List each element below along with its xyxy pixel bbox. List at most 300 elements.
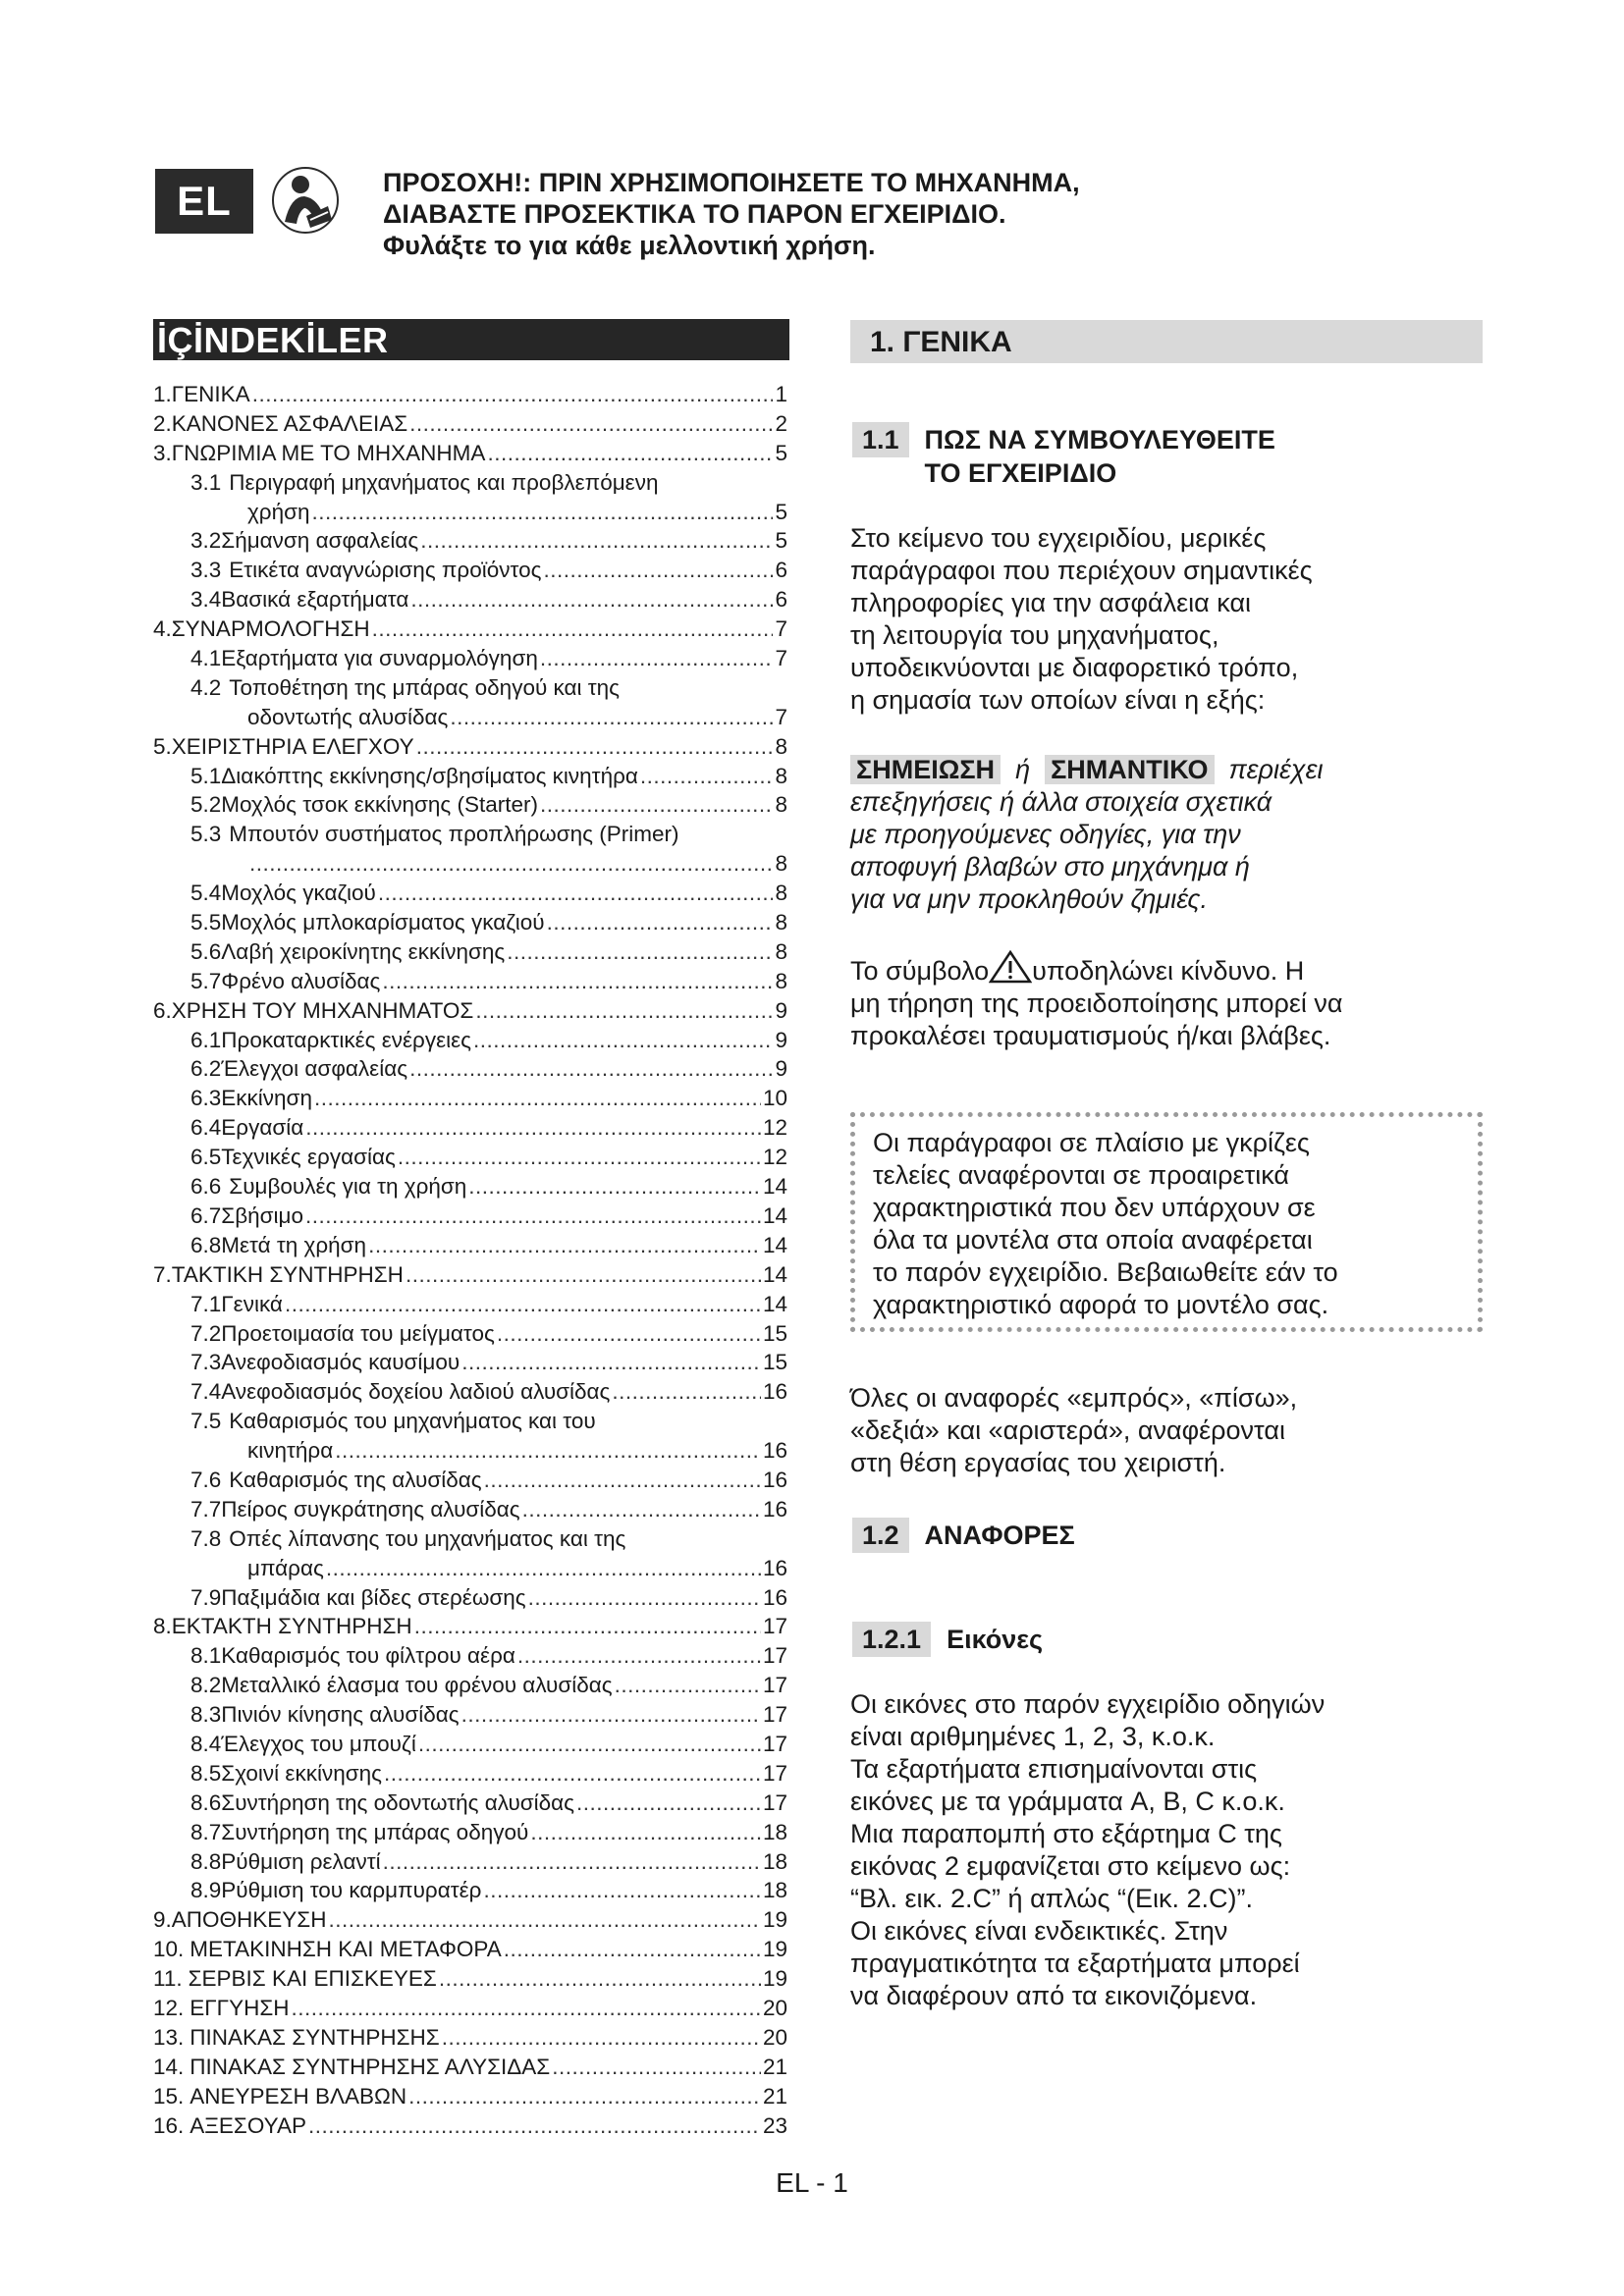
text-line: Οι εικόνες είναι ενδεικτικές. Στην [850,1916,1228,1946]
toc-entry-page: 8 [775,792,787,818]
toc-leader-dots [483,1876,761,1905]
toc-entry-title: Ανεφοδιασμός δοχείου λαδιού αλυσίδας [221,1379,611,1405]
toc-entry-title: Εργασία [221,1115,304,1141]
toc-entry-title: ΣΥΝΑΡΜΟΛΟΓΗΣΗ [171,616,370,642]
toc-entry-number: 8.3 [190,1702,222,1728]
toc-entry-number: 7.7 [190,1496,222,1522]
text-line: τελείες αναφέρονται σε προαιρετικά [873,1160,1289,1190]
toc-entry-page: 17 [762,1643,787,1669]
toc-entry-number: 4.2 [190,674,222,700]
toc-entry-number: 6.5 [190,1145,222,1170]
toc-entry-page: 15 [762,1320,787,1346]
section-title: 1. ΓΕΝΙΚΑ [850,320,1483,363]
text-line: όλα τα μοντέλα στα οποία αναφέρεται [873,1225,1313,1255]
toc-entry-number: 14. [153,2054,185,2079]
toc-entry-title: ΓΕΝΙΚΑ [171,382,250,406]
toc-entry-number: 7.8 [190,1525,222,1551]
toc-leader-dots [409,1054,773,1084]
toc-entry-number: 1. [153,382,172,406]
toc-entry-number: 7.2 [190,1320,222,1346]
toc-entry-page: 17 [762,1673,787,1698]
toc-entry-title: ΠΙΝΑΚΑΣ ΣΥΝΤΗΡΗΣΗΣ ΑΛΥΣΙΔΑΣ [189,2054,551,2079]
toc-entry-number: 6.6 [190,1174,222,1200]
text-line: Οι παράγραφοι σε πλαίσιο με γκρίζες [873,1128,1310,1157]
text-line: μη τήρηση της προειδοποίησης μπορεί να [850,988,1343,1018]
text-line: πληροφορίες για την ασφάλεια και [850,588,1252,617]
text-line: εικόνας 2 εμφανίζεται στο κείμενο ως: [850,1851,1291,1881]
toc-entry [153,820,787,849]
toc-entry-title: Καθαρισμός του μηχανήματος και του [229,1409,596,1434]
toc-entry-title: Φρένο αλυσίδας [221,968,381,993]
toc-entry-page: 16 [762,1467,787,1492]
toc-entry-page: 9 [775,997,787,1023]
toc-entry-page: 12 [762,1145,787,1170]
toc-entry-page: 17 [762,1789,787,1815]
toc-entry-number: 3. [153,440,172,465]
toc-entry [153,1436,787,1466]
toc-entry [153,1671,787,1700]
toc-entry-title: Διακόπτης εκκίνησης/σβησίματος κινητήρα [221,763,638,788]
toc-entry-number: 4. [153,616,172,642]
toc-entry-title: Σχοινί εκκίνησης [221,1760,382,1786]
toc-entry-title: οδοντωτής αλυσίδας [247,704,449,729]
toc-entry [153,1231,787,1260]
toc-entry [153,673,787,703]
symbol-text-post: υποδηλώνει κίνδυνο. Η [1032,956,1305,986]
toc-entry-page: 8 [775,733,787,759]
toc-entry-number: 10. [153,1937,185,1962]
subsection-1-2-1-heading [852,1622,1043,1657]
toc-entry-page: 16 [762,1584,787,1610]
toc-leader-dots [475,996,773,1026]
toc-entry [153,996,787,1026]
toc-leader-dots [335,1436,761,1466]
text-line: στη θέση εργασίας του χειριστή. [850,1448,1226,1477]
toc-entry [153,1495,787,1524]
symbol-line [850,950,1479,988]
text-line: προκαλέσει τραυματισμούς ή/και βλάβες. [850,1021,1331,1050]
toc-entry-title: Εκκίνηση [221,1086,312,1111]
toc-entry-number: 5.7 [190,968,222,993]
toc-entry-title: Έλεγχοι ασφαλείας [221,1056,408,1082]
toc-entry-number: 6.4 [190,1115,222,1141]
toc-entry-number: 8.1 [190,1643,222,1669]
read-manual-icon [271,163,340,241]
text-line: να διαφέρουν από τα εικονιζόμενα. [850,1981,1258,2010]
page-number: EL - 1 [776,2167,848,2198]
toc-entry [153,1054,787,1084]
toc-entry [153,439,787,468]
toc-entry-title: ΓΝΩΡΙΜΙΑ ΜΕ ΤΟ ΜΗΧΑΝΗΜΑ [171,440,486,465]
toc-entry-title: Παξιμάδια και βίδες στερέωσης [221,1584,526,1610]
toc-entry-title: κινητήρα [247,1438,334,1464]
toc-entry-number: 7.3 [190,1350,222,1375]
text-line: η σημασία των οποίων είναι η εξής: [850,685,1266,715]
toc-entry [153,1935,787,1964]
toc-entry-page: 17 [762,1760,787,1786]
contains-word: περιέχει [1228,755,1324,784]
toc-entry-title: Πινιόν κίνησης αλυσίδας [221,1702,460,1728]
directions-paragraph [850,1382,1479,1479]
text-line: τη λειτουργία του μηχανήματος, [850,620,1219,650]
text-line: παράγραφοι που περιέχουν σημαντικές [850,556,1313,585]
toc-entry-title: Ετικέτα αναγνώρισης προϊόντος [229,558,542,583]
toc-entry-title: Μπουτόν συστήματος προπλήρωσης (Primer) [229,822,679,847]
toc-leader-dots [487,439,773,468]
toc-entry-title: ΑΠΟΘΗΚΕΥΣΗ [171,1907,327,1933]
toc-entry [153,1876,787,1905]
toc-entry [153,1143,787,1172]
toc-entry-title: Γενικά [221,1291,283,1316]
toc-entry-title: μπάρας [247,1555,324,1580]
toc-entry [153,732,787,762]
toc-title: İÇİNDEKİLER [153,319,789,360]
toc-entry-page: 5 [775,499,787,524]
toc-entry-page: 21 [762,2083,787,2109]
toc-entry-page: 7 [775,646,787,671]
toc-entry [153,1759,787,1789]
toc-entry-page: 1 [775,382,787,406]
note-label: ΣΗΜΕΙΩΣΗ [850,755,1001,784]
toc-leader-dots [418,1730,761,1759]
toc-entry-title: ΧΕΙΡΙΣΤΗΡΙΑ ΕΛΕΓΧΟΥ [171,733,414,759]
warning-notice [383,167,1463,261]
toc-entry-number: 7.1 [190,1291,222,1316]
toc-leader-dots [252,380,774,409]
toc-leader-dots [414,1612,761,1641]
toc-leader-dots [576,1789,761,1818]
toc-entry-page: 6 [775,587,787,613]
toc-leader-dots [615,1671,761,1700]
toc-entry-page: 6 [775,558,787,583]
toc-entry [153,2023,787,2053]
toc-leader-dots [540,790,773,820]
toc-leader-dots [312,498,774,527]
toc-entry-number: 8. [153,1614,172,1639]
text-line: για να μην προκληθούν ζημιές. [850,884,1208,914]
text-line: «δεξιά» και «αριστερά», αναφέρονται [850,1415,1285,1445]
toc-entry-title: Ρύθμιση του καρμπυρατέρ [221,1878,482,1903]
toc-entry [153,585,787,614]
toc-leader-dots [540,644,774,673]
toc-entry-number: 6.2 [190,1056,222,1082]
toc-entry-page: 8 [775,881,787,906]
toc-entry-number: 15. [153,2083,185,2109]
toc-entry [153,1847,787,1877]
toc-entry-number: 8.8 [190,1848,222,1874]
toc-leader-dots [409,409,773,439]
toc-entry [153,703,787,732]
toc-entry-number: 8.2 [190,1673,222,1698]
toc-leader-dots [249,849,773,879]
toc-entry-number: 2. [153,410,172,436]
toc-entry-number: 12. [153,1995,185,2020]
toc-entry [153,1290,787,1319]
toc-leader-dots [292,1994,761,2023]
toc-entry-title: Σήμανση ασφαλείας [221,528,419,554]
text-line: επεξηγήσεις ή άλλα στοιχεία σχετικά [850,787,1272,817]
toc-entry-number: 5.1 [190,763,222,788]
toc-entry-title: Συντήρηση της μπάρας οδηγού [221,1819,529,1844]
toc-entry-title: Ανεφοδιασμός καυσίμου [221,1350,460,1375]
toc-entry-page: 8 [775,763,787,788]
toc-entry-number: 8.6 [190,1789,222,1815]
toc-leader-dots [507,937,773,967]
toc-entry-page: 7 [775,616,787,642]
toc-leader-dots [504,1935,761,1964]
toc-entry-title: Βασικά εξαρτήματα [221,587,409,613]
toc-leader-dots [372,614,774,644]
toc-entry-title: Καθαρισμός του φίλτρου αέρα [221,1643,515,1669]
toc-entry-page: 18 [762,1878,787,1903]
note-paragraph [850,754,1479,916]
toc-entry [153,556,787,585]
toc-entry-number: 6. [153,997,172,1023]
text-line: Όλες οι αναφορές «εμπρός», «πίσω», [850,1383,1298,1413]
toc-entry-number: 8.5 [190,1760,222,1786]
toc-entry-page: 7 [775,704,787,729]
toc-leader-dots [378,879,774,908]
toc-entry-page: 5 [775,440,787,465]
toc-entry [153,498,787,527]
toc-entry-page: 17 [762,1614,787,1639]
toc-entry-title: Έλεγχος του μπουζί [221,1731,416,1756]
toc-entry-page: 5 [775,528,787,554]
toc-entry-page: 8 [775,910,787,935]
toc-entry [153,2111,787,2141]
toc-entry-title: ΑΝΕΥΡΕΣΗ ΒΛΑΒΩΝ [189,2083,407,2109]
toc-entry-number: 3.4 [190,587,222,613]
toc-entry [153,1994,787,2023]
toc-entry-page: 19 [762,1937,787,1962]
toc-entry-page: 18 [762,1848,787,1874]
toc-leader-dots [461,1348,761,1377]
toc-entry-number: 4.1 [190,646,222,671]
toc-entry-title: Συντήρηση της οδοντωτής αλυσίδας [221,1789,575,1815]
toc-entry-number: 7. [153,1261,172,1287]
toc-entry [153,1730,787,1759]
toc-entry-page: 9 [775,1056,787,1082]
symbol-paragraph [850,950,1479,1052]
toc-entry [153,1348,787,1377]
toc-entry [153,1319,787,1349]
toc-entry-page: 20 [762,1995,787,2020]
toc-entry-number: 3.3 [190,558,222,583]
subsection-1-1-heading [852,422,1275,490]
toc-entry-title: ΠΙΝΑΚΑΣ ΣΥΝΤΗΡΗΣΗΣ [189,2024,440,2050]
toc-entry-page: 21 [762,2054,787,2079]
toc-leader-dots [328,1905,761,1935]
toc-entry [153,1905,787,1935]
toc-leader-dots [308,2111,761,2141]
toc-entry-number: 6.3 [190,1086,222,1111]
toc-leader-dots [543,556,773,585]
toc-entry [153,1524,787,1554]
warning-line-1: ΠΡΟΣΟΧΗ!: ΠΡΙΝ ΧΡΗΣΙΜΟΠΟΙΗΣΕΤΕ ΤΟ ΜΗΧΑΝΗΜΑ, [383,168,1080,197]
toc-entry-number: 6.7 [190,1202,222,1228]
toc-entry-title: ΜΕΤΑΚΙΝΗΣΗ ΚΑΙ ΜΕΤΑΦΟΡΑ [189,1937,502,1962]
toc-leader-dots [439,1964,761,1994]
toc-entry-number: 7.5 [190,1409,222,1434]
toc-leader-dots [473,1026,774,1055]
toc-leader-dots [612,1377,761,1407]
toc-entry-number: 8.4 [190,1731,222,1756]
toc-entry-title: Καθαρισμός της αλυσίδας [229,1467,482,1492]
toc-entry-title: Μεταλλικό έλασμα του φρένου αλυσίδας [221,1673,613,1698]
toc-entry-number: 3.1 [190,469,222,495]
toc-entry-page: 12 [762,1115,787,1141]
toc-entry-title: Μοχλός γκαζιού [221,881,376,906]
toc-entry-title: Εξαρτήματα για συναρμολόγηση [221,646,538,671]
toc-entry-page: 14 [762,1174,787,1200]
subsection-1-2-heading [852,1518,1075,1553]
toc-entry-page: 18 [762,1819,787,1844]
toc-entry-page: 19 [762,1966,787,1992]
toc-entry [153,1260,787,1290]
toc-entry-page: 9 [775,1027,787,1052]
toc-entry-number: 7.9 [190,1584,222,1610]
toc-entry-number: 5.6 [190,938,222,964]
toc-entry-title: Λαβή χειροκίνητης εκκίνησης [221,938,506,964]
toc-entry-page: 14 [762,1202,787,1228]
toc-entry-title: Προκαταρκτικές ενέργειες [221,1027,471,1052]
toc-leader-dots [640,762,774,791]
toc-entry-title: ΧΡΗΣΗ ΤΟΥ ΜΗΧΑΝΗΜΑΤΟΣ [171,997,474,1023]
text-line: Στο κείμενο του εγχειριδίου, μερικές [850,523,1267,553]
subsection-tag: 1.2 [852,1518,909,1553]
toc-entry-title: ΕΚΤΑΚΤΗ ΣΥΝΤΗΡΗΣΗ [171,1614,412,1639]
toc-leader-dots [420,526,773,556]
toc-entry [153,1201,787,1231]
toc-entry [153,1700,787,1730]
toc-entry-number: 11. [153,1966,183,1992]
toc-leader-dots [522,1495,761,1524]
text-line: χαρακτηριστικά που δεν υπάρχουν σε [873,1193,1316,1222]
toc-entry [153,1172,787,1201]
toc-entry-page: 10 [762,1086,787,1111]
toc-leader-dots [314,1084,761,1113]
toc-leader-dots [530,1818,761,1847]
toc-entry [153,1554,787,1583]
toc-entry-page: 19 [762,1907,787,1933]
toc-entry-title: Οπές λίπανσης του μηχανήματος και της [229,1525,626,1551]
toc-entry-page: 8 [775,968,787,993]
warning-triangle-icon [989,950,1032,984]
toc-leader-dots [410,585,773,614]
toc-leader-dots [468,1172,761,1201]
toc-entry [153,1964,787,1994]
text-line: αποφυγή βλαβών στο μηχάνημα ή [850,852,1250,881]
text-line: το παρόν εγχειρίδιο. Βεβαιωθείτε εάν το [873,1257,1338,1287]
subsection-title-line-2: ΤΟ ΕΓΧΕΙΡΙΔΙΟ [924,458,1117,488]
toc-entry [153,1612,787,1641]
toc-entry-number: 5.4 [190,881,222,906]
toc-entry-title: Σβήσιμο [221,1202,304,1228]
toc-leader-dots [517,1641,761,1671]
toc-entry-title: Ρύθμιση ρελαντί [221,1848,381,1874]
toc-leader-dots [497,1319,761,1349]
toc-entry [153,762,787,791]
toc-entry-page: 14 [762,1261,787,1287]
toc-entry-number: 7.4 [190,1379,222,1405]
toc-entry-title: Πείρος συγκράτησης αλυσίδας [221,1496,520,1522]
toc-leader-dots [484,1466,761,1495]
toc-entry-title: Συμβουλές για τη χρήση [229,1174,467,1200]
toc-leader-dots [382,967,773,996]
toc-entry-page: 8 [775,851,787,877]
subsection-title-line-1: ΠΩΣ ΝΑ ΣΥΜΒΟΥΛΕΥΘΕΙΤΕ [924,425,1275,454]
toc-entry-number: 16. [153,2112,185,2138]
text-line: χαρακτηριστικό αφορά το μοντέλο σας. [873,1290,1329,1319]
toc-entry [153,614,787,644]
toc-entry-number: 5. [153,733,172,759]
toc-leader-dots [305,1201,761,1231]
toc-entry [153,2082,787,2111]
toc-leader-dots [406,1260,761,1290]
toc-entry-number: 8.9 [190,1878,222,1903]
text-line: Τα εξαρτήματα επισημαίνονται στις [850,1754,1258,1784]
language-badge: EL [155,169,253,234]
toc-entry-page: 20 [762,2024,787,2050]
optional-features-box [850,1112,1483,1332]
toc-entry [153,1583,787,1613]
toc-entry [153,879,787,908]
toc-leader-dots [398,1143,761,1172]
toc-entry [153,1084,787,1113]
toc-entry-page: 17 [762,1702,787,1728]
toc-leader-dots [552,2053,761,2082]
toc-entry-page: 14 [762,1232,787,1257]
toc-entry-number: 5.5 [190,910,222,935]
toc-entry-title: ΑΞΕΣΟΥΑΡ [189,2112,306,2138]
toc-leader-dots [383,1847,761,1877]
toc-entry-title: Μοχλός μπλοκαρίσματος γκαζιού [221,910,545,935]
note-intro-line [850,754,1479,786]
text-line: Μια παραπομπή στο εξάρτημα C της [850,1819,1282,1848]
toc-entry [153,1377,787,1407]
toc-entry [153,409,787,439]
toc-entry-number: 5.3 [190,822,222,847]
toc-entry-number: 13. [153,2024,185,2050]
toc-entry-number: 7.6 [190,1467,222,1492]
toc-leader-dots [416,732,774,762]
toc-entry [153,1113,787,1143]
toc-entry-page: 16 [762,1379,787,1405]
toc-entry-number: 6.8 [190,1232,222,1257]
toc-entry [153,1818,787,1847]
toc-leader-dots [384,1759,761,1789]
warning-line-3: Φυλάξτε το για κάθε μελλοντική χρήση. [383,231,876,260]
figures-paragraph [850,1688,1479,2012]
text-line: “Βλ. εικ. 2.C” ή απλώς “(Εικ. 2.C)”. [850,1884,1253,1913]
toc-entry-page: 17 [762,1731,787,1756]
text-line: εικόνες με τα γράμματα A, B, C κ.ο.κ. [850,1787,1285,1816]
toc-entry [153,790,787,820]
table-of-contents [153,380,787,2140]
toc-entry-page: 2 [775,410,787,436]
toc-entry [153,1466,787,1495]
toc-leader-dots [305,1113,761,1143]
subsection-tag: 1.2.1 [852,1622,931,1657]
toc-entry-page: 16 [762,1438,787,1464]
toc-entry-page: 15 [762,1350,787,1375]
toc-leader-dots [461,1700,761,1730]
text-line: υποδεικνύονται με διαφορετικό τρόπο, [850,653,1299,682]
toc-leader-dots [547,908,774,937]
text-line: με προηγούμενες οδηγίες, για την [850,820,1241,849]
toc-entry-title: Μετά τη χρήση [221,1232,367,1257]
toc-entry-title: Τεχνικές εργασίας [221,1145,396,1170]
